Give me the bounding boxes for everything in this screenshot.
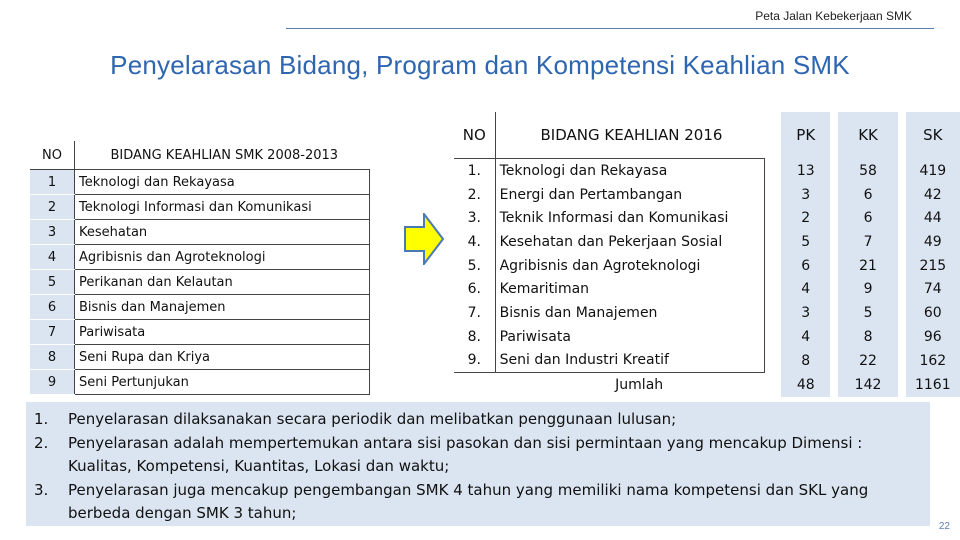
right-row-kk: 22 — [834, 349, 901, 373]
note-item — [26, 479, 906, 526]
right-table-row — [454, 325, 960, 349]
total-kk: 142 — [834, 373, 901, 397]
left-row-name: Seni Rupa dan Kriya — [75, 345, 370, 370]
right-row-kk: 7 — [834, 230, 901, 254]
right-row-name: Teknologi dan Rekayasa — [495, 159, 764, 183]
note-number: 3. — [34, 480, 49, 499]
right-row-no: 3. — [454, 206, 495, 230]
header-text: Peta Jalan Kebekerjaan SMK — [755, 9, 912, 23]
right-table-row — [454, 230, 960, 254]
right-row-name: Seni dan Industri Kreatif — [495, 349, 764, 373]
right-row-kk: 9 — [834, 277, 901, 301]
right-table-header — [454, 112, 960, 159]
right-table — [454, 112, 960, 397]
left-row-name: Kesehatan — [75, 220, 370, 245]
left-row-no: 3 — [30, 220, 75, 245]
right-arrow-icon — [404, 213, 444, 265]
left-row-no: 8 — [30, 345, 75, 370]
left-table-header — [30, 141, 370, 170]
right-row-sk: 162 — [902, 349, 960, 373]
left-row-no: 5 — [30, 270, 75, 295]
left-row-no: 2 — [30, 195, 75, 220]
right-row-pk: 4 — [781, 325, 834, 349]
right-row-name: Kesehatan dan Pekerjaan Sosial — [495, 230, 764, 254]
page-title: Penyelarasan Bidang, Program dan Kompetensi Keahlian SMK — [110, 50, 850, 80]
right-table-row — [454, 183, 960, 207]
right-table-row — [454, 254, 960, 278]
left-table-row — [30, 245, 370, 270]
right-row-pk: 13 — [781, 159, 834, 183]
right-row-kk: 6 — [834, 206, 901, 230]
left-row-no: 1 — [30, 170, 75, 195]
left-row-no: 6 — [30, 295, 75, 320]
right-table-row — [454, 349, 960, 373]
left-table-row — [30, 320, 370, 345]
note-number: 1. — [34, 410, 49, 428]
note-text: Penyelarasan dilaksanakan secara periodik dan melibatkan penggunaan lulusan; — [68, 410, 677, 428]
right-row-pk: 2 — [781, 206, 834, 230]
right-row-pk: 5 — [781, 230, 834, 254]
notes-list — [26, 408, 906, 526]
right-row-name: Kemaritiman — [495, 277, 764, 301]
header-divider — [286, 28, 934, 29]
right-col-header-kk: KK — [834, 112, 901, 159]
right-row-no: 5. — [454, 254, 495, 278]
left-table — [30, 141, 370, 395]
right-table-row — [454, 159, 960, 183]
right-row-pk: 8 — [781, 349, 834, 373]
right-col-header-sk: SK — [902, 112, 960, 159]
notes-box — [26, 402, 930, 526]
right-row-sk: 49 — [902, 230, 960, 254]
left-col-header-no: NO — [30, 141, 75, 170]
left-row-name: Perikanan dan Kelautan — [75, 270, 370, 295]
right-row-sk: 42 — [902, 183, 960, 207]
left-row-name: Pariwisata — [75, 320, 370, 345]
right-row-sk: 419 — [902, 159, 960, 183]
right-row-kk: 5 — [834, 301, 901, 325]
left-row-name: Bisnis dan Manajemen — [75, 295, 370, 320]
left-row-no: 9 — [30, 370, 75, 395]
right-row-pk: 6 — [781, 254, 834, 278]
left-row-name: Teknologi dan Rekayasa — [75, 170, 370, 195]
right-row-no: 9. — [454, 349, 495, 373]
total-label: Jumlah — [615, 377, 664, 394]
left-row-no: 4 — [30, 245, 75, 270]
right-row-no: 1. — [454, 159, 495, 183]
left-table-row — [30, 345, 370, 370]
right-row-pk: 3 — [781, 301, 834, 325]
left-row-name: Teknologi Informasi dan Komunikasi — [75, 195, 370, 220]
right-row-kk: 6 — [834, 183, 901, 207]
right-col-header-name: BIDANG KEAHLIAN 2016 — [540, 126, 723, 144]
right-row-pk: 4 — [781, 277, 834, 301]
total-sk: 1161 — [902, 373, 960, 397]
right-row-kk: 58 — [834, 159, 901, 183]
right-row-no: 6. — [454, 277, 495, 301]
note-text: Penyelarasan juga mencakup pengembangan SMK 4 tahun yang memiliki nama kompetensi dan SKL yang berbeda dengan SMK 3 tahun; — [68, 480, 869, 522]
right-row-name: Teknik Informasi dan Komunikasi — [495, 206, 764, 230]
page-number: 22 — [938, 521, 950, 532]
right-row-name: Energi dan Pertambangan — [495, 183, 764, 207]
note-number: 2. — [34, 433, 49, 452]
left-table-row — [30, 370, 370, 395]
right-row-name: Bisnis dan Manajemen — [495, 301, 764, 325]
left-table-row — [30, 270, 370, 295]
right-col-header-no: NO — [454, 112, 495, 159]
left-col-header-name: BIDANG KEAHLIAN SMK 2008-2013 — [75, 141, 370, 170]
right-row-sk: 74 — [902, 277, 960, 301]
right-row-no: 2. — [454, 183, 495, 207]
right-row-sk: 60 — [902, 301, 960, 325]
right-table-row — [454, 301, 960, 325]
right-row-pk: 3 — [781, 183, 834, 207]
right-col-header-pk: PK — [781, 112, 834, 159]
right-table-row — [454, 206, 960, 230]
right-row-sk: 215 — [902, 254, 960, 278]
right-row-kk: 8 — [834, 325, 901, 349]
right-table-total-row — [454, 373, 960, 397]
right-row-name: Agribisnis dan Agroteknologi — [495, 254, 764, 278]
left-table-row — [30, 195, 370, 220]
left-row-no: 7 — [30, 320, 75, 345]
right-row-kk: 21 — [834, 254, 901, 278]
left-row-name: Agribisnis dan Agroteknologi — [75, 245, 370, 270]
right-table-row — [454, 277, 960, 301]
note-text: Penyelarasan adalah mempertemukan antara sisi pasokan dan sisi permintaan yang mencakup Dimensi : Kualitas, Kompetensi, Kuantitas, Lokasi dan waktu; — [68, 433, 863, 475]
right-row-no: 7. — [454, 301, 495, 325]
note-item — [26, 408, 906, 432]
right-row-no: 8. — [454, 325, 495, 349]
left-table-row — [30, 170, 370, 195]
right-row-sk: 44 — [902, 206, 960, 230]
right-row-no: 4. — [454, 230, 495, 254]
left-row-name: Seni Pertunjukan — [75, 370, 370, 395]
left-table-row — [30, 295, 370, 320]
left-table-row — [30, 220, 370, 245]
right-row-sk: 96 — [902, 325, 960, 349]
note-item — [26, 432, 906, 479]
total-pk: 48 — [781, 373, 834, 397]
right-row-name: Pariwisata — [495, 325, 764, 349]
